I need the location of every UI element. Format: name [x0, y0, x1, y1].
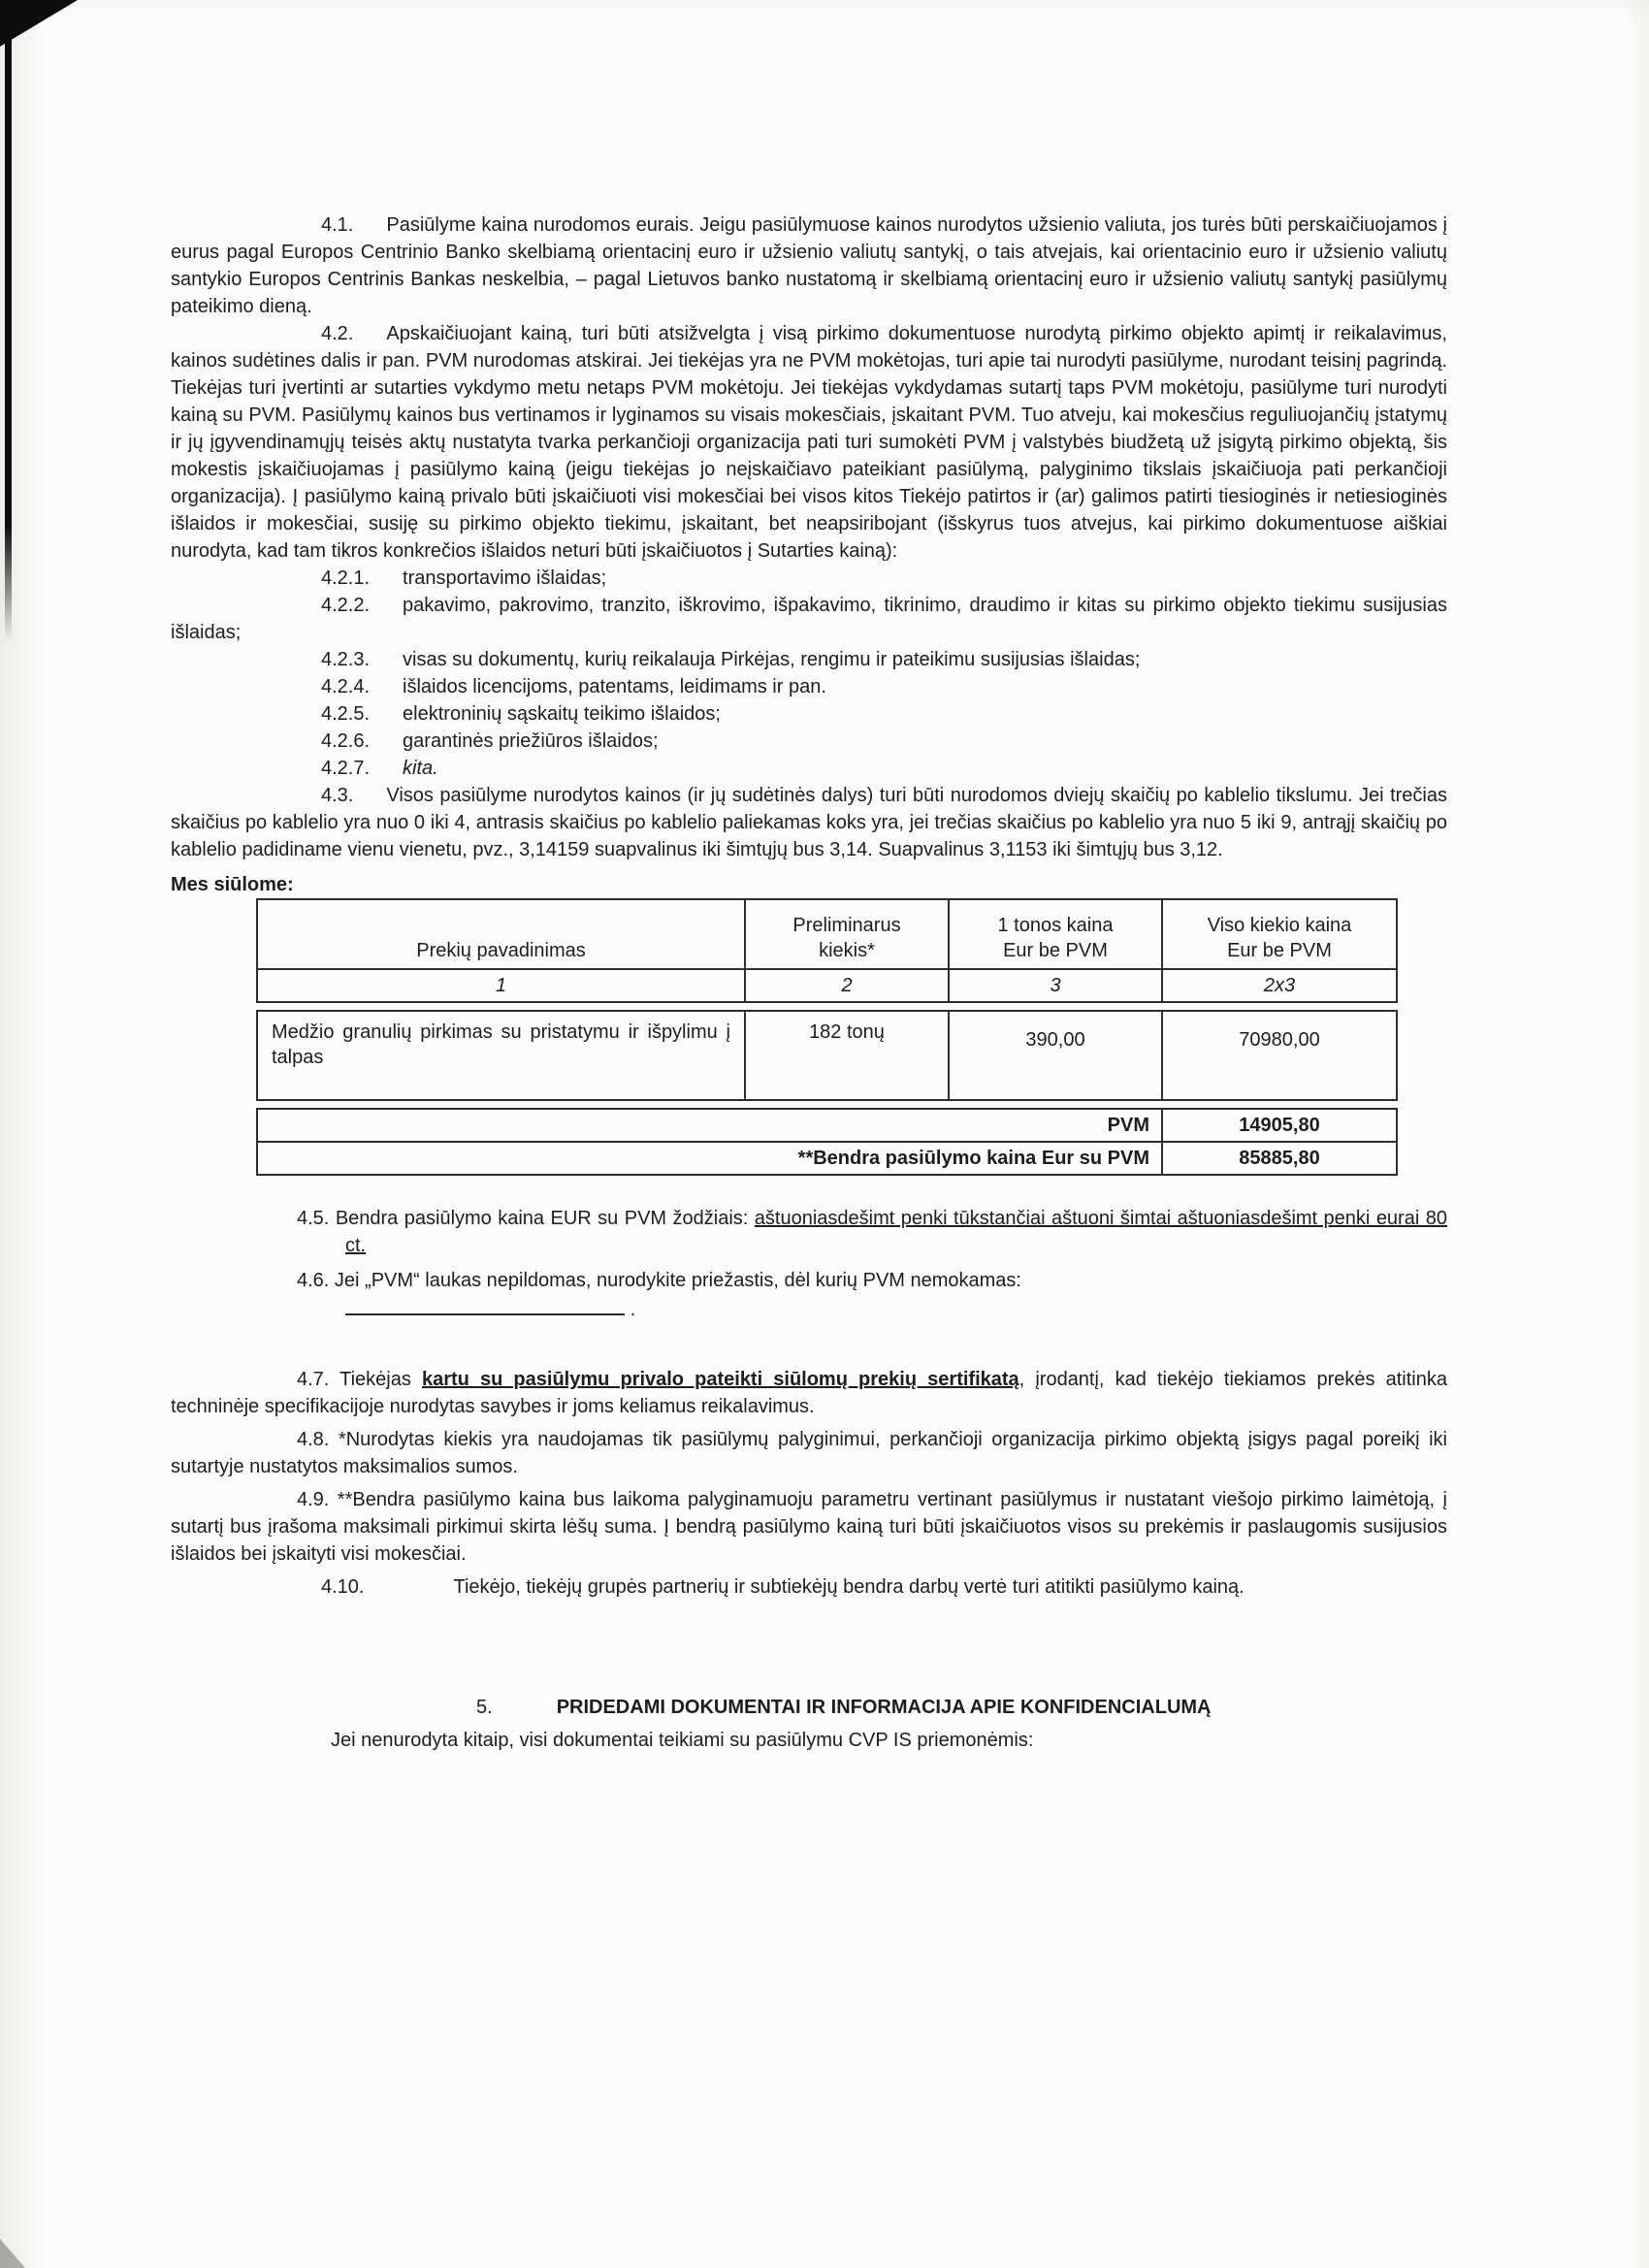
- blank-answer-line: [345, 1301, 625, 1315]
- offer-table-pvm-row: [257, 1109, 1397, 1142]
- clause-4-2-2-number: 4.2.2.: [321, 595, 371, 616]
- clause-4-7: [171, 1366, 1447, 1420]
- total-value-cell: 85885,80: [1162, 1142, 1397, 1175]
- header-cell-product-name: [257, 899, 745, 969]
- header-qty-line1: Preliminarus: [792, 915, 901, 936]
- clause-4-6: [171, 1267, 1447, 1294]
- header-unit-price-line1: 1 tonos kaina: [997, 915, 1114, 936]
- header-product-name-label: Prekių pavadinimas: [416, 940, 586, 961]
- index-cell-3: 3: [949, 969, 1162, 1002]
- pvm-label-cell: PVM: [257, 1109, 1162, 1142]
- clause-4-2-1: [171, 565, 1447, 592]
- scan-artifact-bottom-left-corner: [0, 2239, 25, 2268]
- clause-4-2-7-text: kita.: [403, 758, 438, 779]
- offer-table-total-row: [257, 1142, 1397, 1175]
- clause-4-2-3-number: 4.2.3.: [321, 649, 371, 670]
- section-5-number: 5.: [476, 1697, 493, 1718]
- clause-4-2-6: [171, 728, 1447, 755]
- header-unit-price-line2: Eur be PVM: [1003, 940, 1108, 961]
- clause-4-2-1-number: 4.2.1.: [321, 567, 371, 589]
- offer-table-item-section: [256, 1010, 1398, 1101]
- total-label-cell: **Bendra pasiūlymo kaina Eur su PVM: [257, 1142, 1162, 1175]
- index-cell-2x3: 2x3: [1162, 969, 1397, 1002]
- clause-4-8: [171, 1426, 1447, 1480]
- section-5-title: PRIDEDAMI DOKUMENTAI IR INFORMACIJA APIE KONFIDENCIALUMĄ: [556, 1697, 1212, 1718]
- header-total-price-line2: Eur be PVM: [1227, 940, 1332, 961]
- index-cell-1: 1: [257, 969, 745, 1002]
- clause-4-2-7-number: 4.2.7.: [321, 758, 371, 779]
- offer-table-index-row: [257, 969, 1397, 1002]
- clause-4-10-number: 4.10.: [321, 1576, 365, 1598]
- clause-4-1-number: 4.1.: [321, 214, 354, 236]
- clause-4-2-6-text: garantinės priežiūros išlaidos;: [403, 730, 659, 752]
- clause-4-6-number: 4.6.: [297, 1270, 330, 1291]
- offer-table-header-section: [256, 898, 1398, 1003]
- clause-4-2: [171, 320, 1447, 565]
- clause-4-9-number: 4.9.: [297, 1489, 330, 1510]
- clause-4-10: [171, 1573, 1447, 1601]
- clause-4-2-4-text: išlaidos licencijoms, patentams, leidimams ir pan.: [403, 676, 826, 697]
- clause-4-5-lead: Bendra pasiūlymo kaina EUR su PVM žodžiais:: [335, 1208, 755, 1229]
- clause-4-7-number: 4.7.: [297, 1369, 330, 1390]
- clause-4-2-5-number: 4.2.5.: [321, 703, 371, 725]
- clause-4-2-7: [171, 755, 1447, 782]
- index-cell-2: 2: [745, 969, 949, 1002]
- header-cell-preliminary-qty: [745, 899, 949, 969]
- clause-4-2-2: [171, 592, 1447, 646]
- pvm-value-cell: 14905,80: [1162, 1109, 1397, 1142]
- clause-4-2-3: [171, 646, 1447, 673]
- clause-4-7-lead: Tiekėjas: [340, 1369, 422, 1390]
- clause-4-2-1-text: transportavimo išlaidas;: [403, 567, 607, 589]
- item-total-cell: 70980,00: [1162, 1011, 1397, 1100]
- blank-line-suffix: .: [630, 1299, 636, 1320]
- clause-4-7-requirement: kartu su pasiūlymu privalo pateikti siūlomų prekių sertifikatą: [421, 1369, 1019, 1390]
- clause-4-2-5: [171, 700, 1447, 728]
- offer-table-item-row: [257, 1011, 1397, 1100]
- header-cell-total-price: [1162, 899, 1397, 969]
- clause-4-9-text: **Bendra pasiūlymo kaina bus laikoma palyginamuoju parametru vertinant pasiūlymus ir nustatant viešojo pirkimo laimėtoją, į sutartį bus įrašoma maksimali pirkimui skirta lėšų suma. Į bendrą pasiūlymo kainą turi būti įskaičiuotos visos su prekėmis ir paslaugomis susijusios išlaidos bei įskaityti visi mokesčiai.: [171, 1489, 1447, 1565]
- item-name-cell: Medžio granulių pirkimas su pristatymu ir išpylimu į talpas: [257, 1011, 745, 1100]
- clause-4-6-text: Jei „PVM“ laukas nepildomas, nurodykite priežastis, dėl kurių PVM nemokamas:: [334, 1270, 1021, 1291]
- clause-4-3-number: 4.3.: [321, 785, 354, 806]
- clause-4-2-3-text: visas su dokumentų, kurių reikalauja Pirkėjas, rengimu ir pateikimu susijusias išlaidas;: [403, 649, 1141, 670]
- clause-4-3-text: Visos pasiūlyme nurodytos kainos (ir jų sudėtinės dalys) turi būti nurodomos dviejų skaičių po kablelio tikslumu. Jei trečias skaičius po kablelio yra nuo 0 iki 4, antrasis skaičius po kablelio paliekamas koks yra, jei trečias skaičius po kablelio yra nuo 5 iki 9, antrąjį skaičių po kablelio padidiname vienu vienetu, pvz., 3,14159 suapvalinus iki šimtųjų bus 3,14. Suapvalinus 3,1153 iki šimtųjų bus 3,12.: [171, 785, 1447, 860]
- clause-4-2-2-text: pakavimo, pakrovimo, tranzito, iškrovimo, išpakavimo, tikrinimo, draudimo ir kitas su pirkimo objekto tiekimu susijusias išlaidas;: [171, 595, 1447, 643]
- header-total-price-line1: Viso kiekio kaina: [1207, 915, 1352, 936]
- clause-4-2-number: 4.2.: [321, 323, 354, 344]
- clause-4-2-4-number: 4.2.4.: [321, 676, 371, 697]
- clause-4-5: [171, 1205, 1447, 1259]
- clause-4-2-6-number: 4.2.6.: [321, 730, 371, 752]
- section-5-intro: Jei nenurodyta kitaip, visi dokumentai teikiami su pasiūlymu CVP IS priemonėmis:: [331, 1730, 1034, 1751]
- clause-4-8-text: *Nurodytas kiekis yra naudojamas tik pasiūlymų palyginimui, perkančioji organizacija pirkimo objektą įsigys pagal poreikį iki sutartyje nustatytos maksimalios sumos.: [171, 1429, 1447, 1477]
- clause-4-9: [171, 1486, 1447, 1568]
- item-qty-cell: 182 tonų: [745, 1011, 949, 1100]
- clause-4-2-4: [171, 673, 1447, 700]
- clause-4-1: [171, 211, 1447, 320]
- clause-4-3: [171, 782, 1447, 863]
- offer-lead-label: Mes siūlome:: [171, 874, 294, 895]
- clause-4-5-amount-words: aštuoniasdešimt penki tūkstančiai aštuoni šimtai aštuoniasdešimt penki eurai 80 ct.: [345, 1208, 1447, 1256]
- clause-4-1-text: Pasiūlyme kaina nurodomos eurais. Jeigu pasiūlymuose kainos nurodytos užsienio valiuta, jos turės būti perskaičiuojamos į eurus pagal Europos Centrinio Banko skelbiamą orientacinį euro ir užsienio valiutų santykį, o tais atvejais, kai orientacinio euro ir užsienio valiutų santykio Europos Centrinis Bankas neskelbia, – pagal Lietuvos banko nustatomą ir skelbiamą orientacinį euro ir užsienio valiutų santykį pasiūlymų pateikimo dieną.: [171, 214, 1447, 317]
- section-5-heading: [476, 1694, 1447, 1721]
- clause-4-10-text: Tiekėjo, tiekėjų grupės partnerių ir subtiekėjų bendra darbų vertė turi atitikti pasiūlymo kainą.: [453, 1576, 1245, 1598]
- offer-table-header-row: [257, 899, 1397, 969]
- clause-4-2-text: Apskaičiuojant kainą, turi būti atsižvelgta į visą pirkimo dokumentuose nurodytą pirkimo objekto apimtį ir reikalavimus, kainos sudėtines dalis ir pan. PVM nurodomas atskirai. Jei tiekėjas yra ne PVM mokėtojas, turi apie tai nurodyti pasiūlyme, nurodant teisinį pagrindą. Tiekėjas turi įvertinti ar sutarties vykdymo metu netaps PVM mokėtoju. Jei tiekėjas vykdydamas sutartį taps PVM mokėtoju, pasiūlyme turi nurodyti kainą su PVM. Pasiūlymų kainos bus vertinamos ir lyginamos su visais mokesčiais, įskaitant PVM. Tuo atveju, kai mokesčius reguliuojančių įstatymų ir jų įgyvendinamųjų teisės aktų nustatyta tvarka perkančioji organizacija pati turi sumokėti PVM į valstybės biudžetą už įsigytą pirkimo objektą, šis mokestis įskaičiuojamas į pasiūlymo kainą (jeigu tiekėjas jo neįskaičiavo pateikiant pasiūlymą, palyginimo tikslais įskaičiuoja pati perkančioji organizacija). Į pasiūlymo kainą privalo būti įskaičiuoti visi mokesčiai bei visos kitos Tiekėjo patirtos ir (ar) galimos patirti tiesioginės ir netiesioginės išlaidos ir mokesčiai, susiję su pirkimo objekto tiekimu, įskaitant, bet neapsiribojant (išskyrus tuos atvejus, kai pirkimo dokumentuose aiškiai nurodyta, kad tam tikros konkrečios išlaidos neturi būti įskaičiuotos į Sutarties kainą):: [171, 323, 1447, 562]
- clause-4-8-number: 4.8.: [297, 1429, 330, 1450]
- clause-4-6-blank-line: [345, 1296, 1447, 1323]
- clause-4-5-number: 4.5.: [297, 1208, 330, 1229]
- item-unit-price-cell: 390,00: [949, 1011, 1162, 1100]
- clause-4-7-rest: , įrodantį, kad tiekėjo tiekiamos prekės atitinka techninėje specifikacijoje nurodytas savybes ir joms keliamus reikalavimus.: [171, 1369, 1447, 1417]
- header-qty-line2: kiekis*: [819, 940, 875, 961]
- header-cell-unit-price: [949, 899, 1162, 969]
- clause-4-2-5-text: elektroninių sąskaitų teikimo išlaidos;: [403, 703, 721, 725]
- offer-table-totals-section: [256, 1108, 1398, 1176]
